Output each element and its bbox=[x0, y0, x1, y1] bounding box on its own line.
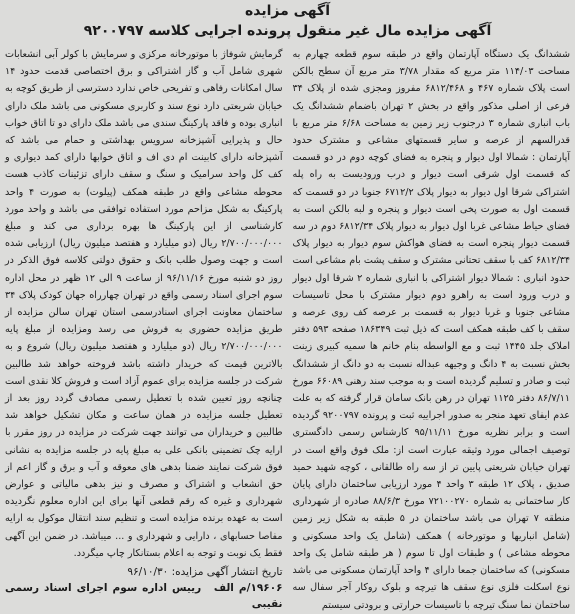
column-right-text: ششدانگ یک دستگاه آپارتمان واقع در طبقه سوم قطعه چهارم به مساحت ۱۱۴/۰۳ متر مربع که مقدار ۳/۷۸ متر مربع آن سطح بالکن است پلاک شماره ۴۶۷ و ۶۸۱۲/۴۶۸ مفروز ومجزی شده از پلاک ۳۴ فرعی از اصلی مذکور واقع در بخش ۲ تهران باضمام ششدانگ یک باب انباری شماره ۳ درجنوب زیر زمین به مساحت ۶/۶۸ متر مربع با قدرالسهم از عرصه و سایر قسمتهای مشاعی و مشترک حدود آپارتمان : شمالا اول دیوار و پنجره به فضای کوچه دوم در دو قسمت که قسمت اول شرقی است دیوار و درب ورودیست به راه پله اشتراکی شرقا اول دیوار به دیوار پلاک ۶۷۱۲/۲ جنوبا در دو قسمت که قسمت اول به صورت پخی است دیوار و پنجره و لبه بالکن است به فضای حیاط مشاعی غربا اول دیوار به دیوار پلاک ۶۸۱۲/۳۴ دوم در سه قسمت دیوار پنجره است به فضای هواکش سوم دیوار به دیوار پلاک ۶۸۱۲/۳۴ کف با سقف تحتانی مشترک و سقف پشت بام مشاعی است حدود انباری : شمالا دیوار اشتراکی با انباری شماره ۲ شرقا اول دیوار و درب ورود است به راهرو دوم دیوار مشترک با محل تاسیسات مشاعی جنوبا و غربا دیوار به قسمت بر عرصه کف روی عرصه و سقف با کف طبقه همکف است که ذیل ثبت ۱۸۶۳۴۹ صفحه ۵۹۳ دفتر املاک جلد ۱۴۴۵ ثبت و مع الواسطه بنام خانم ها سمیه کبیری زینت بخش نسبت به ۴ دانگ و وجیهه عبداله نسبت به دو دانگ از ششدانگ ثبت و صادر و تسلیم گردیده است و به موجب سند رهنی ۶۶۰۸۹ مورخ ۸۶/۷/۱۱ دفتر ۱۱۲۵ تهران در رهن بانک سامان قرار گرفته که به علت عدم ایفای تعهد منجر به صدور اجراییه ثبت و پرونده ۹۲۰۰۷۹۷ گردیده است و برابر نظریه مورخ ۹۵/۱۱/۱۱ کارشناس رسمی دادگستری توصیف اجمالی مورد وثیقه عبارت است از: ملک فوق واقع است در تهران خیابان شریعتی پایین تر از سه راه طالقانی ، کوچه شهید حمید صدیق ، پلاک ۱۲ طبقه ۳ واحد ۴ مورد ارزیابی ساختمان دارای پایان کار ساختمانی به شماره ۷۲۱۰۰۲۷۰ مورخ ۸۸/۶/۳ صادره از شهرداری منطقه ۷ تهران می باشد ساختمان در ۵ طبقه به شکل زیر زمین (شامل انباریها و موتورخانه ) همکف (شامل یک واحد مسکونی و محوطه مشاعی ) و طبقات اول تا سوم ( هر طبقه شامل یک واحد مسکونی) که ساختمان جمعا دارای ۴ واحد آپارتمان مسکونی می باشد نوع اسکلت فلزی نوع سقف ها تیرچه و بلوک روکار آجر سفال سه ساختمان نما سنگ تیرچه با تاسیسات حرارتی و برودتی سیستم bbox=[292, 49, 571, 611]
notice-footer bbox=[5, 564, 283, 612]
column-left-text: گرمایش شوفاژ با موتورخانه مرکزی و سرمایش با کولر آبی انشعابات شهری شامل آب و گاز اشتراکی و برق اختصاصی قدمت حدود ۱۴ سال امکانات رفاهی و تفریحی خاص ندارد دسترسی از طریق کوچه به خیابان شریعتی دارد نوع سند و کاربری مسکونی می باشد ملک دارای انباری بوده و فاقد پارکینگ سندی می باشد ملک دارای دو تا اتاق خواب حال و پذیرایی آشپزخانه سرویس بهداشتی و حمام می باشد که آشپزخانه دارای کابینت ام دی اف و اتاق خوابها دارای کمد دیواری و کف کل واحد سرامیک و سنگ و سقف دارای تزئینات کاذب هست محوطه مشاعی واقع در طبقه همکف (پیلوت) به صورت ۴ واحد پارکینگ به شکل مزاحم مورد استفاده توافقی می باشد و واحد مورد کارشناسی از این پارکینگ ها بهره برداری می کند و مبلغ ۲/۷۰۰/۰۰۰/۰۰۰ ریال (دو میلیارد و هفتصد میلیون ریال) ارزیابی شده است و جهت وصول طلب بانک و حقوق دولتی کلاسه فوق الذکر در روز دو شنبه مورخ ۹۶/۱۱/۱۶ از ساعت ۹ الی ۱۲ ظهر در محل اداره سوم اجرای اسناد رسمی واقع در تهران چهارراه جهان کودک پلاک ۳۴ ساختمان معاونت اجرای اسنادرسمی استان تهران سالن مزایده از طریق مزایده حضوری به فروش می رسد ومزایده از مبلغ پایه ۲/۷۰۰/۰۰۰/۰۰۰ ریال (دو میلیارد و هفتصد میلیون ریال) شروع و به بالاترین قیمت که خریدار داشته باشد فروخته خواهد شد طالبین شرکت در جلسه مزایده برای عموم آزاد است و فروش کلا نقدی است چنانچه روز تعیین شده با تعطیل رسمی مصادف گردد روز بعد از تعطیل جلسه مزایده در همان ساعت و مکان تشکیل خواهد شد طالبین و خریداران می توانند جهت شرکت در مزایده در روز مقرر با ارایه چک تضمینی بانکی علی به مبلغ پایه در جلسه مزایده به نشانی فوق شرکت نمایند ضمنا بدهی های معوقه و آب و برق و گاز اعم از حق انشعاب و اشتراک و مصرف و نیز بدهی مالیاتی و عوارض شهرداری و غیره که رقم قطعی آنها برای این اداره معلوم نگردیده است به عهده برنده مزایده است و تنظیم سند انتقال موکول به ارایه مفاصا حسابهای ، دارایی و شهرداری و ... میباشد. در ضمن این آگهی فقط یک نوبت و توجه به اعلام بستانکار چاپ میگردد. bbox=[4, 49, 283, 559]
notice-subtitle: آگهی مزایده مال غیر منقول پرونده اجرایی کلاسه ۹۲۰۰۷۹۷ bbox=[83, 23, 492, 39]
signature: رییس اداره سوم اجرای اسناد رسمی نقیبی bbox=[5, 582, 283, 611]
reference-number: ۱۹۶۰۶/م الف bbox=[213, 582, 283, 595]
publish-date: تاریخ انتشار آگهی مزایده: ۹۶/۱۰/۳۰ bbox=[127, 566, 283, 579]
column-left bbox=[4, 46, 283, 611]
notice-body bbox=[4, 46, 571, 611]
column-right bbox=[292, 46, 571, 611]
notice-title: آگهی مزایده bbox=[244, 3, 330, 19]
